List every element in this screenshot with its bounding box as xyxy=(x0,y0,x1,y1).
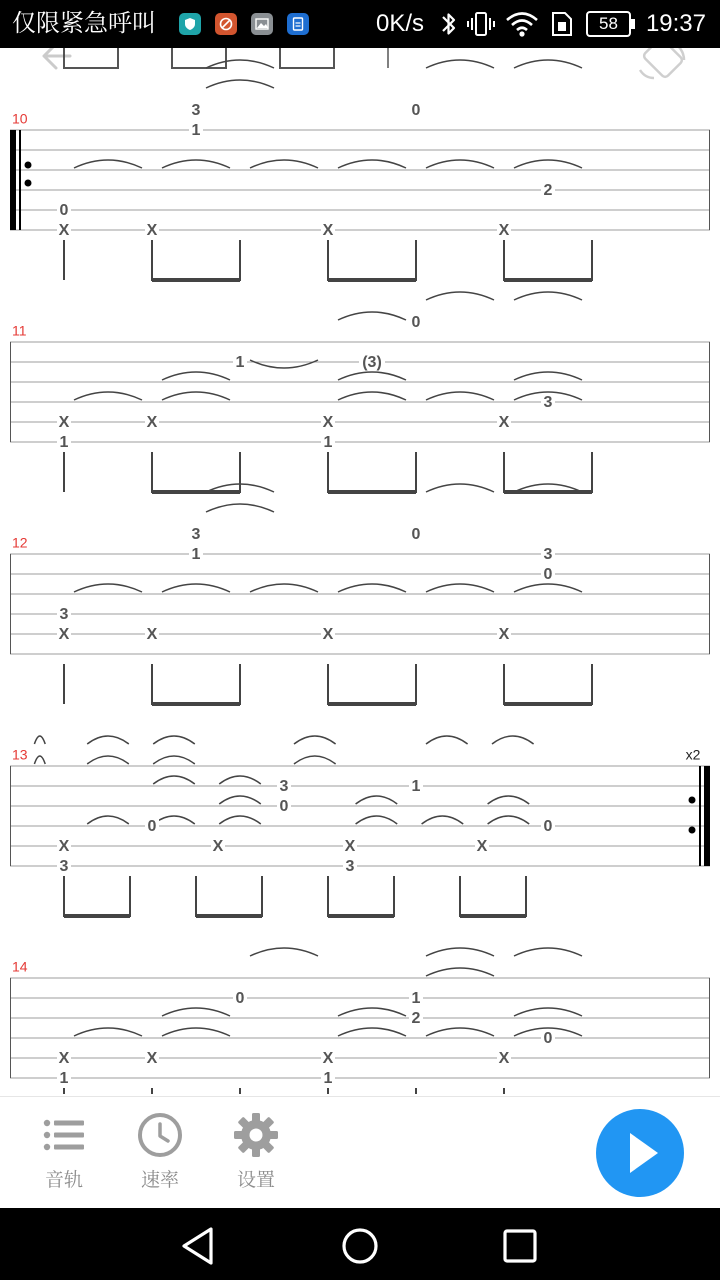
rhythm-beam xyxy=(152,664,240,704)
tablature-score[interactable] xyxy=(0,48,720,1096)
battery-icon xyxy=(586,11,636,37)
tie-arc xyxy=(153,756,195,764)
repeat-dot xyxy=(25,180,32,187)
rhythm-beam xyxy=(328,452,416,492)
tie-arc xyxy=(426,292,494,300)
tempo-button[interactable] xyxy=(120,1111,200,1201)
fret-number: 1 xyxy=(59,434,69,452)
play-icon xyxy=(596,1109,684,1197)
tie-arc xyxy=(162,1008,230,1016)
tie-arc xyxy=(153,736,195,744)
previous-beam xyxy=(280,48,334,68)
measure-number: 14 xyxy=(12,958,28,975)
rhythm-beam xyxy=(328,240,416,280)
settings-label: 设置 xyxy=(236,1170,275,1191)
measure-number: 12 xyxy=(12,534,28,551)
tab-staff-canvas[interactable] xyxy=(0,48,720,1096)
tie-arc xyxy=(206,80,274,88)
tie-arc xyxy=(514,1008,582,1016)
dead-note: X xyxy=(498,1050,510,1068)
navigation-bar xyxy=(0,1208,720,1280)
tracks-button[interactable] xyxy=(24,1111,104,1201)
list-icon xyxy=(40,1111,88,1159)
settings-button[interactable] xyxy=(216,1111,296,1201)
fret-number: 0 xyxy=(543,1030,553,1048)
dead-note: X xyxy=(58,838,70,856)
gear-icon xyxy=(232,1111,280,1159)
rhythm-beam xyxy=(64,876,130,916)
tie-arc xyxy=(219,776,261,784)
measure-13 xyxy=(10,736,710,916)
tie-arc xyxy=(514,60,582,68)
tie-arc xyxy=(338,1008,406,1016)
tie-arc xyxy=(426,968,494,976)
tie-arc xyxy=(426,160,494,168)
tie-arc xyxy=(294,756,336,764)
dead-note: X xyxy=(58,626,70,644)
tie-arc xyxy=(338,1028,406,1036)
tie-arc xyxy=(426,60,494,68)
rhythm-beam xyxy=(504,664,592,704)
tie-arc xyxy=(514,584,582,592)
tie-arc xyxy=(162,1028,230,1036)
fret-number: (3) xyxy=(362,354,382,372)
tie-arc xyxy=(74,392,142,400)
fret-number: 3 xyxy=(279,778,289,796)
rhythm-beam xyxy=(152,240,240,280)
recents-square-icon xyxy=(498,1224,542,1268)
tie-arc xyxy=(206,504,274,512)
tie-arc xyxy=(206,60,274,68)
tie-arc xyxy=(250,160,318,168)
fret-number: 3 xyxy=(191,526,201,544)
vibrate-icon xyxy=(466,8,496,45)
back-triangle-icon xyxy=(178,1224,222,1268)
rhythm-beam xyxy=(460,876,526,916)
fret-number: 1 xyxy=(411,990,421,1008)
tie-arc xyxy=(87,816,129,824)
tie-arc xyxy=(74,584,142,592)
gallery-app-icon xyxy=(251,13,273,35)
measure-number: 10 xyxy=(12,110,28,127)
tie-arc xyxy=(356,796,398,804)
tie-arc xyxy=(514,160,582,168)
tie-arc xyxy=(153,816,195,824)
tracks-label: 音轨 xyxy=(44,1170,83,1191)
bottom-toolbar xyxy=(0,1096,720,1209)
measure-11 xyxy=(10,292,710,492)
back-arrow-icon[interactable] xyxy=(44,48,70,68)
tie-arc xyxy=(250,948,318,956)
dead-note: X xyxy=(146,1050,158,1068)
fret-number: 0 xyxy=(411,314,421,332)
fret-number: 0 xyxy=(411,526,421,544)
clock-icon xyxy=(136,1111,184,1159)
emergency-calls-only-text: 仅限紧急呼叫 xyxy=(12,10,156,37)
sim-app-icon xyxy=(287,13,309,35)
tie-arc xyxy=(294,736,336,744)
fret-number: 2 xyxy=(543,182,553,200)
rotate-screen-icon[interactable] xyxy=(640,48,684,79)
fret-number: 1 xyxy=(411,778,421,796)
fret-number: 2 xyxy=(411,1010,421,1028)
fret-number: 0 xyxy=(59,202,69,220)
tie-arc xyxy=(426,584,494,592)
repeat-start-thick-bar xyxy=(10,130,16,230)
tie-arc xyxy=(250,360,318,368)
measure-12 xyxy=(10,484,710,704)
tempo-label: 速率 xyxy=(140,1170,179,1191)
tie-arc xyxy=(422,816,464,824)
tie-arc xyxy=(356,816,398,824)
tie-arc xyxy=(514,948,582,956)
tie-arc xyxy=(426,736,468,744)
repeat-end-thick-bar xyxy=(704,766,710,866)
dead-note: X xyxy=(146,626,158,644)
dead-note: X xyxy=(322,1050,334,1068)
dead-note: X xyxy=(146,222,158,240)
tie-arc xyxy=(162,584,230,592)
fret-number: 0 xyxy=(235,990,245,1008)
bluetooth-icon xyxy=(438,8,460,45)
previous-beam xyxy=(172,48,226,68)
shield-app-icon xyxy=(179,13,201,35)
dead-note: X xyxy=(498,222,510,240)
fret-number: 0 xyxy=(147,818,157,836)
tie-arc xyxy=(74,160,142,168)
fret-number: 3 xyxy=(345,858,355,876)
dead-note: X xyxy=(212,838,224,856)
sim-card-icon xyxy=(548,8,576,45)
tie-arc xyxy=(338,160,406,168)
rhythm-beam xyxy=(152,452,240,492)
tie-arc xyxy=(488,816,530,824)
home-circle-icon xyxy=(338,1224,382,1268)
repeat-dot xyxy=(689,797,696,804)
tie-arc xyxy=(87,736,129,744)
blocked-app-icon xyxy=(215,13,237,35)
tie-arc xyxy=(162,392,230,400)
wifi-icon xyxy=(505,8,539,45)
tie-arc xyxy=(87,756,129,764)
fret-number: 1 xyxy=(191,122,201,140)
tie-arc xyxy=(426,392,494,400)
status-bar xyxy=(0,0,720,48)
dead-note: X xyxy=(498,626,510,644)
fret-number: 3 xyxy=(543,394,553,412)
dead-note: X xyxy=(58,222,70,240)
fret-number: 1 xyxy=(323,1070,333,1088)
tie-arc xyxy=(250,584,318,592)
dead-note: X xyxy=(344,838,356,856)
tie-arc xyxy=(514,292,582,300)
fret-number: 3 xyxy=(191,102,201,120)
clock-time: 19:37 xyxy=(645,10,706,37)
tie-arc xyxy=(74,1028,142,1036)
fret-number: 0 xyxy=(411,102,421,120)
tie-arc xyxy=(488,796,530,804)
network-speed-text: 0K/s xyxy=(376,10,425,37)
tie-arc xyxy=(219,816,261,824)
fret-number: 1 xyxy=(191,546,201,564)
back-arrow-shape xyxy=(44,48,70,68)
play-button[interactable] xyxy=(596,1109,684,1197)
tie-arc xyxy=(492,736,534,744)
rhythm-beam xyxy=(196,876,262,916)
fret-number: 3 xyxy=(59,606,69,624)
previous-beam xyxy=(64,48,118,68)
rhythm-beam xyxy=(328,664,416,704)
dead-note: X xyxy=(322,626,334,644)
repeat-dot xyxy=(689,827,696,834)
tie-arc xyxy=(153,776,195,784)
battery-level-text: 58 xyxy=(599,14,618,33)
rhythm-beam xyxy=(328,876,394,916)
tie-arc xyxy=(426,948,494,956)
dead-note: X xyxy=(322,222,334,240)
dead-note: X xyxy=(476,838,488,856)
rotate-phone-shape xyxy=(642,48,683,79)
fret-number: 0 xyxy=(279,798,289,816)
tie-arc xyxy=(338,312,406,320)
tie-arc xyxy=(426,484,494,492)
tie-arc xyxy=(34,736,45,744)
repeat-dot xyxy=(25,162,32,169)
measure-number: 13 xyxy=(12,746,28,763)
nav-recents-button[interactable] xyxy=(498,1224,542,1268)
fret-number: 1 xyxy=(323,434,333,452)
fret-number: 0 xyxy=(543,566,553,584)
repeat-count-label: x2 xyxy=(685,746,701,763)
dead-note: X xyxy=(322,414,334,432)
tie-arc xyxy=(426,1028,494,1036)
fret-number: 1 xyxy=(235,354,245,372)
dead-note: X xyxy=(58,414,70,432)
rhythm-beam xyxy=(504,240,592,280)
fret-number: 3 xyxy=(59,858,69,876)
fret-number: 3 xyxy=(543,546,553,564)
tie-arc xyxy=(34,756,45,764)
dead-note: X xyxy=(146,414,158,432)
rhythm-beam xyxy=(504,452,592,492)
measure-number: 11 xyxy=(12,322,27,339)
dead-note: X xyxy=(58,1050,70,1068)
measure-14 xyxy=(10,948,710,1094)
tie-arc xyxy=(162,372,230,380)
measure-10 xyxy=(10,60,710,280)
dead-note: X xyxy=(498,414,510,432)
fret-number: 0 xyxy=(543,818,553,836)
tie-arc xyxy=(338,392,406,400)
tie-arc xyxy=(338,372,406,380)
nav-back-button[interactable] xyxy=(178,1224,222,1268)
nav-home-button[interactable] xyxy=(338,1224,382,1268)
tie-arc xyxy=(162,160,230,168)
tie-arc xyxy=(219,796,261,804)
fret-number: 1 xyxy=(59,1070,69,1088)
tie-arc xyxy=(514,372,582,380)
tie-arc xyxy=(338,584,406,592)
